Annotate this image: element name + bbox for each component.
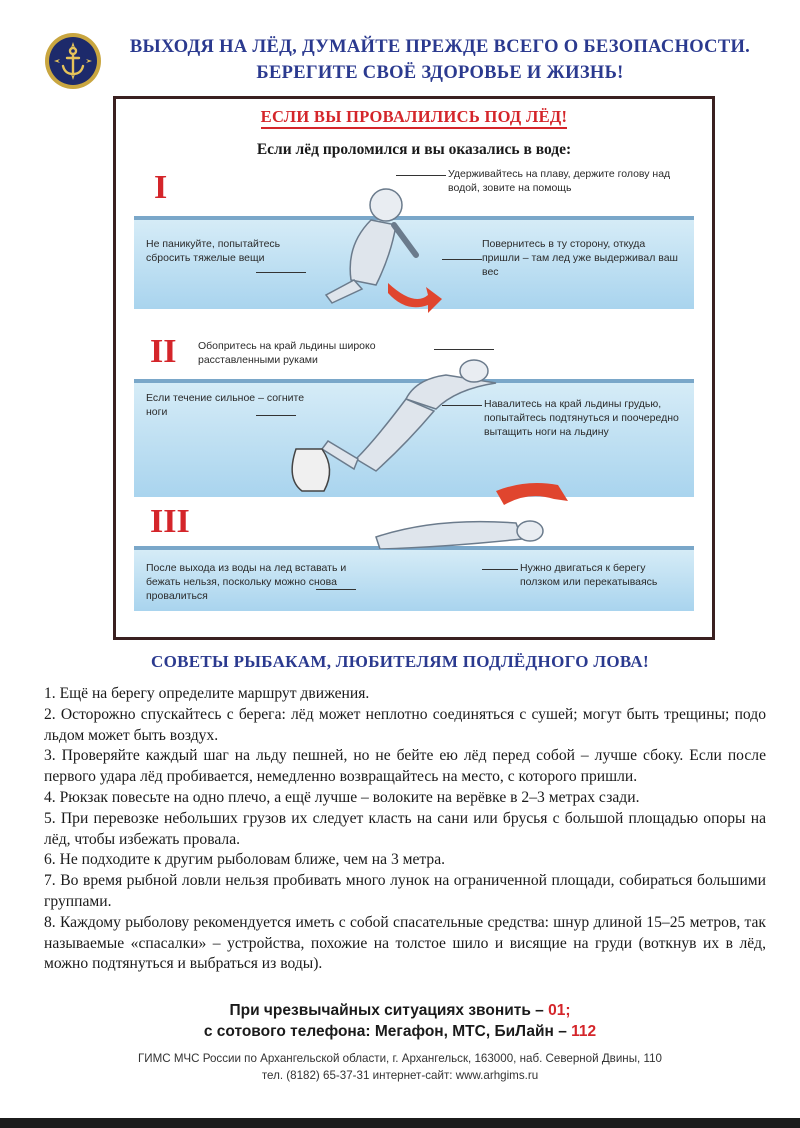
step-3-caption-left: После выхода из воды на лед вставать и бежать нельзя, поскольку можно снова провалиться [146,562,347,602]
anchor-emblem-icon [44,32,102,90]
header-line-1: ВЫХОДЯ НА ЛЁД, ДУМАЙТЕ ПРЕЖДЕ ВСЕГО О БЕЗОПАСНОСТИ. [129,37,751,57]
tip-item: 5. При перевозке небольших грузов их следует класть на сани или брусья с большой площадью опоры на лёд, чтобы избежать провала. [44,809,766,848]
emergency-number-landline: 01; [548,1002,571,1019]
tip-item: 8. Каждому рыболову рекомендуется иметь с собой спасательные средства: шнур длиной 15–25 метров, так называемые «спасалки» – устройства, похожие на толстое шило и висящие на груди (воткнув их в лёд, можно подтянуться и выбраться из воды). [44,913,766,973]
turn-arrow-icon [384,277,444,317]
tip-item: 4. Рюкзак повесьте на одно плечо, а ещё лучше – волоките на верёвке в 2–3 метрах сзади. [44,788,640,806]
footer-address: ГИМС МЧС России по Архангельской области, г. Архангельск, 163000, наб. Северной Двины, 110 [138,1052,662,1065]
tips-list [44,684,766,975]
footer-contacts: тел. (8182) 65-37-31 интернет-сайт: www.arhgims.ru [261,1069,539,1082]
emergency-number-mobile: 112 [571,1023,597,1040]
illustration-subtitle: Если лёд проломился и вы оказались в воде: [256,141,572,158]
illustration-frame [113,96,715,640]
tip-item: 2. Осторожно спускайтесь с берега: лёд может неплотно соединяться с сушей; могут быть трещины; подо льдом может быть воздух. [44,705,766,744]
step-1-caption-left: Не паникуйте, попытайтесь сбросить тяжелые вещи [146,238,281,264]
step-1-caption-top: Удерживайтесь на плаву, держите голову над водой, зовите на помощь [448,168,671,194]
step-2-caption-left: Если течение сильное – согните ноги [146,392,305,418]
tip-item: 6. Не подходите к другим рыболовам ближе, чем на 3 метра. [44,851,446,869]
illustration-title: ЕСЛИ ВЫ ПРОВАЛИЛИСЬ ПОД ЛЁД! [261,107,568,129]
page-header [110,34,770,86]
step-2-numeral: II [150,333,177,370]
tips-title: СОВЕТЫ РЫБАКАМ, ЛЮБИТЕЛЯМ ПОДЛЁДНОГО ЛОВА! [151,652,649,671]
bottom-scan-edge [0,1118,800,1128]
footer [0,1050,800,1084]
emergency-line-2-text: с сотового телефона: Мегафон, МТС, БиЛайн – [203,1023,567,1040]
step-2-caption-right: Навалитесь на край льдины грудью, попытайтесь подтянуться и поочередно вытащить ноги на льдину [484,398,679,438]
step-1-numeral: I [154,169,168,206]
step-2-caption-top: Обопритесь на край льдины широко расставленными руками [198,340,376,366]
tip-item: 7. Во время рыбной ловли нельзя пробивать много лунок на ограниченной площади, собираться большими группами. [44,872,766,910]
emergency-line-1-text: При чрезвычайных ситуациях звонить – [229,1002,544,1019]
tip-item: 3. Проверяйте каждый шаг на льду пешней, но не бейте ею лёд перед собой – лучше сбоку. Если после первого удара лёд пробивается, немедленно возвращайтесь на место, с которого пришли. [44,747,766,786]
emergency-contacts [0,1000,800,1042]
step-3-numeral: III [150,503,190,540]
person-crawling-figure [296,477,616,549]
step-3-caption-right: Нужно двигаться к берегу ползком или перекатываясь [520,562,658,588]
header-line-2: БЕРЕГИТЕ СВОЁ ЗДОРОВЬЕ И ЖИЗНЬ! [256,63,624,83]
tip-item: 1. Ещё на берегу определите маршрут движения. [44,685,370,702]
step-1-caption-right: Повернитесь в ту сторону, откуда пришли – там лед уже выдерживал ваш вес [482,238,678,278]
